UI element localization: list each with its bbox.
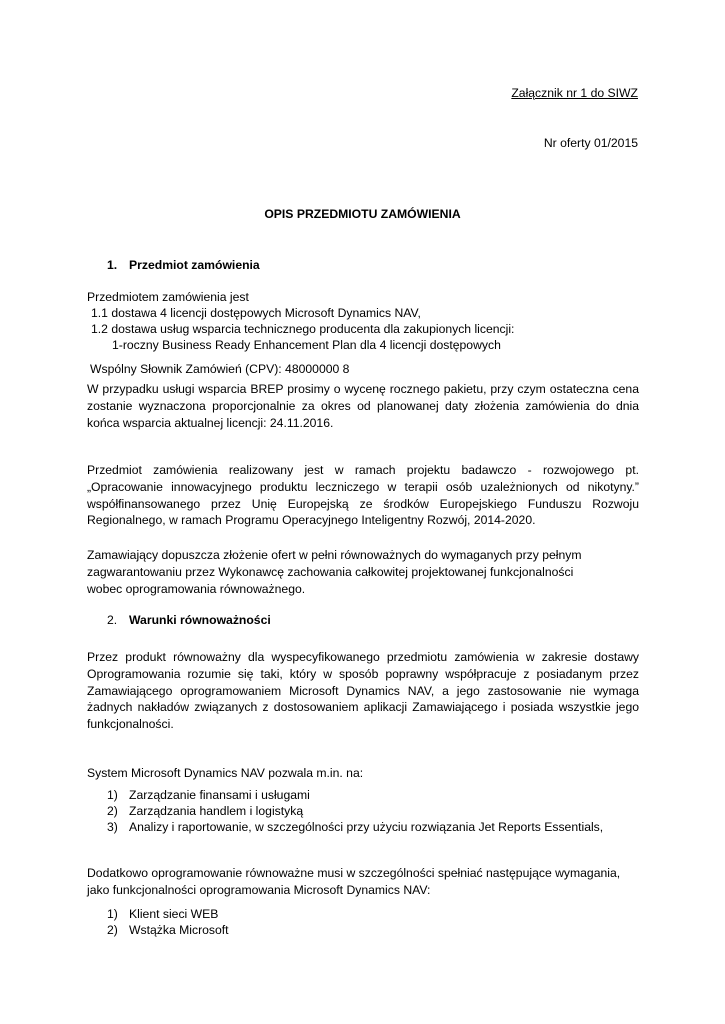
equivalence-line-1: Zamawiający dopuszcza złożenie ofert w pełni równoważnych do wymaganych przy pełnym (87, 548, 582, 562)
list-item-text: Klient sieci WEB (129, 907, 219, 921)
equivalence-line-3: wobec oprogramowania równoważnego. (87, 582, 306, 596)
equivalence-line-2: zagwarantowaniu przez Wykonawcę zachowania całkowitej projektowanej funkcjonalności (87, 565, 574, 579)
subject-intro: Przedmiotem zamówienia jest (87, 290, 249, 304)
subject-item-1: 1.1 dostawa 4 licencji dostępowych Microsoft Dynamics NAV, (91, 306, 421, 320)
list-item-number: 2) (107, 804, 118, 818)
list-item (0, 906, 725, 923)
section-2-heading (0, 612, 725, 629)
list-item (0, 922, 725, 939)
list-item-number: 3) (107, 820, 118, 834)
list-item-text: Zarządzanie finansami i usługami (129, 788, 310, 802)
subject-item-2-detail: 1-roczny Business Ready Enhancement Plan dla 4 licencji dostępowych (112, 338, 501, 352)
section-1-number: 1. (107, 258, 118, 272)
list-item-text: Analizy i raportowanie, w szczególności przy użyciu rozwiązania Jet Reports Essentials, (129, 820, 604, 834)
list-item (0, 787, 725, 804)
list-item-text: Wstążka Microsoft (129, 923, 229, 937)
equivalence-definition-paragraph: Przez produkt równoważny dla wyspecyfikowanego przedmiotu zamówienia w zakresie dostawy Oprogramowania rozumie się taki, który w sposób poprawny współpracuje z posiadanym przez Zamawiającego oprogramowaniem Microsoft Dynamics NAV, a jego zastosowanie nie wymaga żadnych nakładów związanych z dostosowaniem aplikacji Zamawiającego i posiada wszystkie jego funkcjonalności. (87, 650, 639, 732)
section-1-title: Przedmiot zamówienia (129, 258, 260, 272)
list-item-number: 1) (107, 788, 118, 802)
offer-number: Nr oferty 01/2015 (543, 136, 638, 150)
section-2-title: Warunki równoważności (129, 613, 271, 627)
system-intro: System Microsoft Dynamics NAV pozwala m.in. na: (87, 766, 364, 780)
subject-item-2: 1.2 dostawa usług wsparcia technicznego producenta dla zakupionych licencji: (91, 322, 515, 336)
requirements-paragraph: Dodatkowo oprogramowanie równoważne musi w szczególności spełniać następujące wymagania, jako funkcjonalności oprogramowania Microsoft Dynamics NAV: (87, 866, 621, 897)
attachment-label: Załącznik nr 1 do SIWZ (511, 86, 638, 100)
list-item-number: 1) (107, 907, 118, 921)
cpv-code: Wspólny Słownik Zamówień (CPV): 48000000 8 (90, 362, 350, 376)
list-item-text: Zarządzania handlem i logistyką (129, 804, 304, 818)
section-2-number: 2. (107, 613, 118, 627)
project-paragraph: Przedmiot zamówienia realizowany jest w ramach projektu badawczo - rozwojowego pt. „Opracowanie innowacyjnego produktu leczniczego w terapii osób uzależnionych od nikotyny.” współfinansowanego przez Unię Europejską ze środków Europejskiego Funduszu Rozwoju Regionalnego, w ramach Programu Operacyjnego Inteligentny Rozwój, 2014-2020. (87, 463, 639, 528)
page-title: OPIS PRZEDMIOTU ZAMÓWIENIA (264, 207, 461, 221)
list-item (0, 803, 725, 820)
section-1-heading (0, 257, 725, 274)
list-item (0, 819, 725, 836)
list-item-number: 2) (107, 923, 118, 937)
brep-paragraph: W przypadku usługi wsparcia BREP prosimy o wycenę rocznego pakietu, przy czym ostateczna cena zostanie wyznaczona proporcjonalnie za okres od planowanej daty złożenia zamówienia do dnia końca wsparcia aktualnej licencji: 24.11.2016. (87, 382, 639, 430)
